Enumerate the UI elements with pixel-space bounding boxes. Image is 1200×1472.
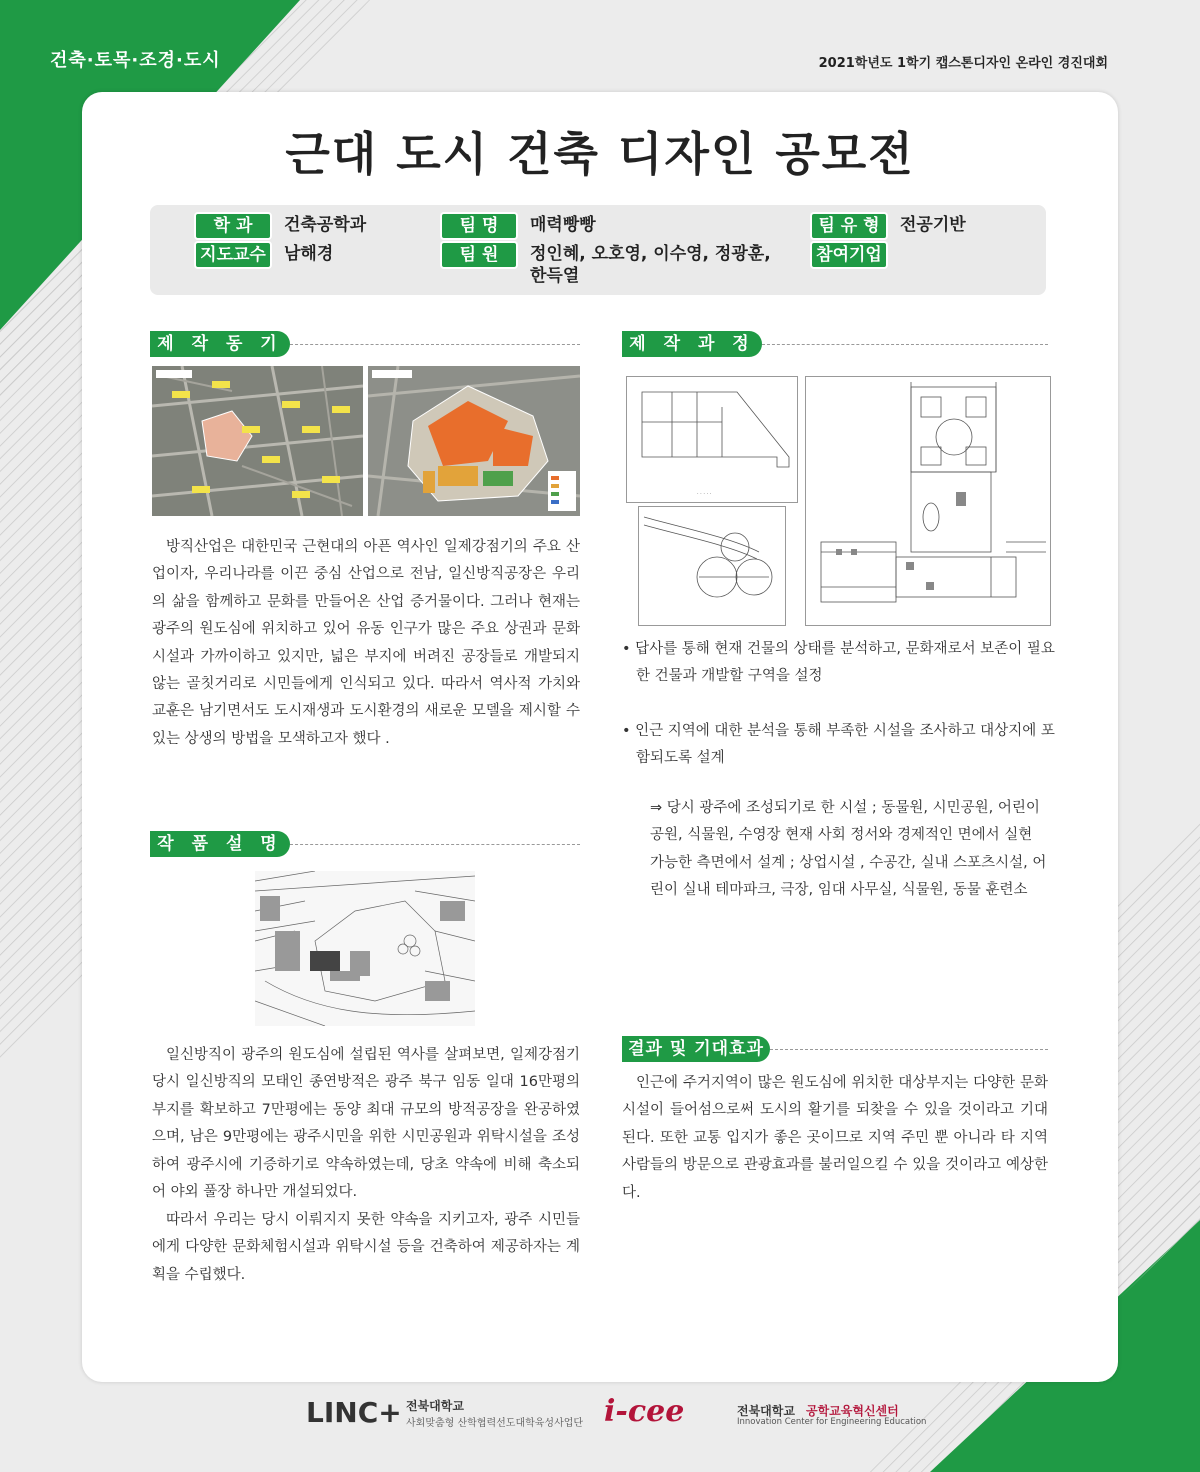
description-heading: 작 품 설 명	[150, 831, 290, 857]
motivation-text: 방직산업은 대한민국 근현대의 아픈 역사인 일제강점기의 주요 산업이자, 우리나라를 이끈 중심 산업으로 전남, 일신방직공장은 우리의 삶을 함께하고 문화를 만들어온 산업 증거물이다. 그러나 현재는 광주의 원도심에 위치하고 있어 유동 인구가 많은 주요 상권과 문화시설과 가까이하고 있지만, 넓은 부지에 버려진 공장들로 개발되지 않는 골칫거리로 시민들에게 인식되고 있다. 따라서 역사적 가치와 교훈은 남기면서도 도시재생과 도시환경의 새로운 모델을 제시할 수 있는 상생의 방법을 모색하고자 했다 .	[152, 539, 580, 747]
description-text-2: 따라서 우리는 당시 이뤄지지 못한 약속을 지키고자, 광주 시민들에게 다양한 문화체험시설과 위탁시설 등을 건축하여 제공하자는 계획을 수립했다.	[152, 1212, 580, 1283]
dept-value: 건축공학과	[284, 215, 367, 235]
svg-text:· · · · ·: · · · · ·	[697, 491, 712, 497]
members-value: 정인혜, 오호영, 이수영, 정광훈,	[530, 244, 771, 264]
motivation-divider	[290, 344, 580, 345]
team-type-tag: 팀 유 형	[810, 212, 888, 240]
site-plan-drawing-image	[255, 871, 475, 1026]
icee-logo: i-cee	[604, 1394, 685, 1429]
process-bullet-2: • 인근 지역에 대한 분석을 통해 부족한 시설을 조사하고 대상지에 포함되도록 설계	[622, 723, 1055, 767]
team-type-value: 전공기반	[900, 215, 966, 235]
process-heading: 제 작 과 정	[622, 331, 762, 357]
advisor-tag: 지도교수	[194, 241, 272, 269]
icee-english-name: Innovation Center for Engineering Education	[737, 1417, 927, 1427]
icee-university: 전북대학교	[737, 1404, 795, 1418]
result-divider	[770, 1049, 1048, 1050]
motivation-heading: 제 작 동 기	[150, 331, 290, 357]
linc-description: 사회맞춤형 산학협력선도대학육성사업단	[406, 1418, 584, 1429]
members-tag: 팀 원	[440, 241, 518, 269]
site-zoning-map-image	[368, 366, 580, 516]
process-divider	[762, 344, 1048, 345]
existing-building-analysis-drawing	[626, 376, 798, 503]
description-text-1: 일신방직이 광주의 원도심에 설립된 역사를 살펴보면, 일제강점기 당시 일신방직의 모태인 종연방적은 광주 북구 임동 일대 16만평의 부지를 확보하고 7만평에는 동양 최대 규모의 방적공장을 완공하였으며, 남은 9만평에는 광주시민을 위한 시민공원과 위탁시설을 조성하여 광주시에 기증하기로 약속하였는데, 당초 약속에 비해 축소되어 야외 풀장 하나만 개설되었다.	[152, 1047, 580, 1201]
team-name-value: 매력빵빵	[530, 215, 596, 235]
site-aerial-map-image	[152, 366, 363, 516]
floor-plan-drawing	[805, 376, 1051, 626]
page-title: 근대 도시 건축 디자인 공모전	[285, 127, 915, 181]
advisor-value: 남해경	[284, 244, 334, 264]
company-tag: 참여기업	[810, 241, 888, 269]
process-facility-detail: ⇒ 당시 광주에 조성되기로 한 시설 ; 동물원, 시민공원, 어린이 공원, 식물원, 수영장 현재 사회 정서와 경제적인 면에서 실현 가능한 측면에서 설계 ; 상업시설 , 수공간, 실내 스포츠시설, 어린이 실내 테마파크, 극장, 임대 사무실, 식물원, 동물 훈련소	[650, 800, 1047, 899]
result-text: 인근에 주거지역이 많은 원도심에 위치한 대상부지는 다양한 문화시설이 들어섬으로써 도시의 활기를 되찾을 수 있을 것이라고 기대된다. 또한 교통 입지가 좋은 곳이므로 지역 주민 뿐 아니라 타 지역 사람들의 방문으로 관광효과를 불러일으킬 수 있을 것이라고 예상한다.	[622, 1075, 1048, 1201]
members-value-2: 한득열	[530, 266, 580, 286]
result-heading: 결과 및 기대효과	[622, 1036, 770, 1062]
animal-training-center-drawing	[638, 506, 786, 626]
icee-center: 공학교육혁신센터	[806, 1404, 899, 1418]
contest-title: 2021학년도 1학기 캡스톤디자인 온라인 경진대회	[818, 56, 1108, 71]
dept-tag: 학 과	[194, 212, 272, 240]
category-label: 건축·토목·조경·도시	[50, 50, 221, 71]
team-name-tag: 팀 명	[440, 212, 518, 240]
linc-university: 전북대학교	[406, 1399, 464, 1413]
description-divider	[290, 844, 580, 845]
process-bullet-1: • 답사를 통해 현재 건물의 상태를 분석하고, 문화재로서 보존이 필요한 건물과 개발할 구역을 설정	[622, 641, 1055, 685]
linc-logo: LINC+	[306, 1396, 402, 1429]
